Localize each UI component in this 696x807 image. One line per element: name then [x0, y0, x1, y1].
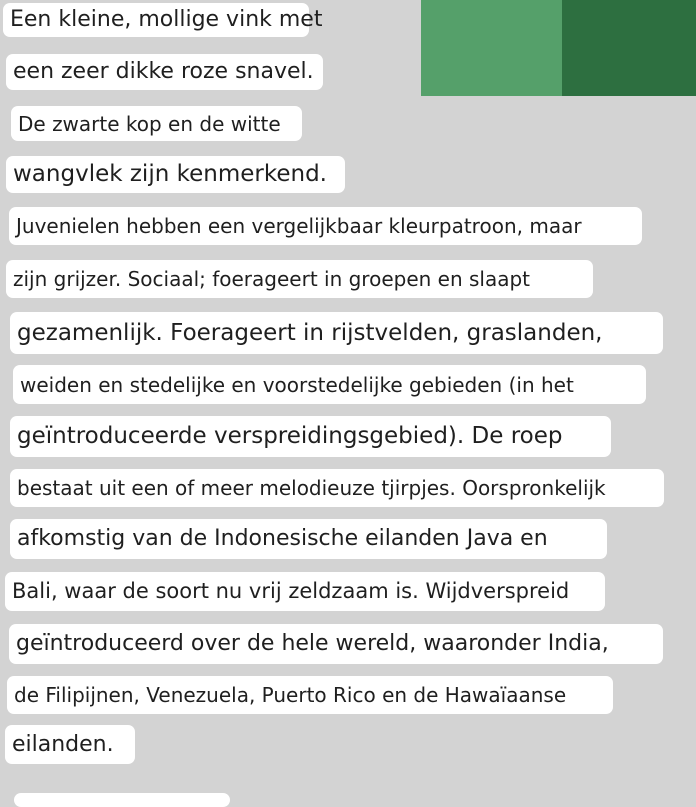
text-line-7: gezamenlijk. Foerageert in rijstvelden, graslanden, — [10, 312, 663, 354]
text-line-3: De zwarte kop en de witte — [11, 106, 302, 141]
text-line-11: afkomstig van de Indonesische eilanden Java en — [10, 519, 607, 559]
text-line-10: bestaat uit een of meer melodieuze tjirpjes. Oorspronkelijk — [10, 469, 664, 507]
green-swatch-light — [421, 0, 562, 96]
text-line-14: de Filipijnen, Venezuela, Puerto Rico en de Hawaïaanse — [7, 676, 613, 714]
green-swatch-dark — [562, 0, 696, 96]
cut-off-label — [14, 793, 230, 807]
text-line-4: wangvlek zijn kenmerkend. — [6, 156, 345, 193]
text-line-9: geïntroduceerde verspreidingsgebied). De roep — [10, 416, 611, 457]
text-line-13: geïntroduceerd over de hele wereld, waaronder India, — [9, 624, 663, 664]
text-line-12: Bali, waar de soort nu vrij zeldzaam is. Wijdverspreid — [5, 572, 605, 611]
text-line-15: eilanden. — [5, 725, 135, 764]
text-line-2: een zeer dikke roze snavel. — [6, 54, 323, 90]
text-line-8: weiden en stedelijke en voorstedelijke gebieden (in het — [13, 365, 646, 404]
text-line-6: zijn grijzer. Sociaal; foerageert in groepen en slaapt — [6, 260, 593, 298]
text-line-5: Juvenielen hebben een vergelijkbaar kleurpatroon, maar — [9, 207, 642, 245]
text-line-1: Een kleine, mollige vink met — [3, 3, 309, 37]
